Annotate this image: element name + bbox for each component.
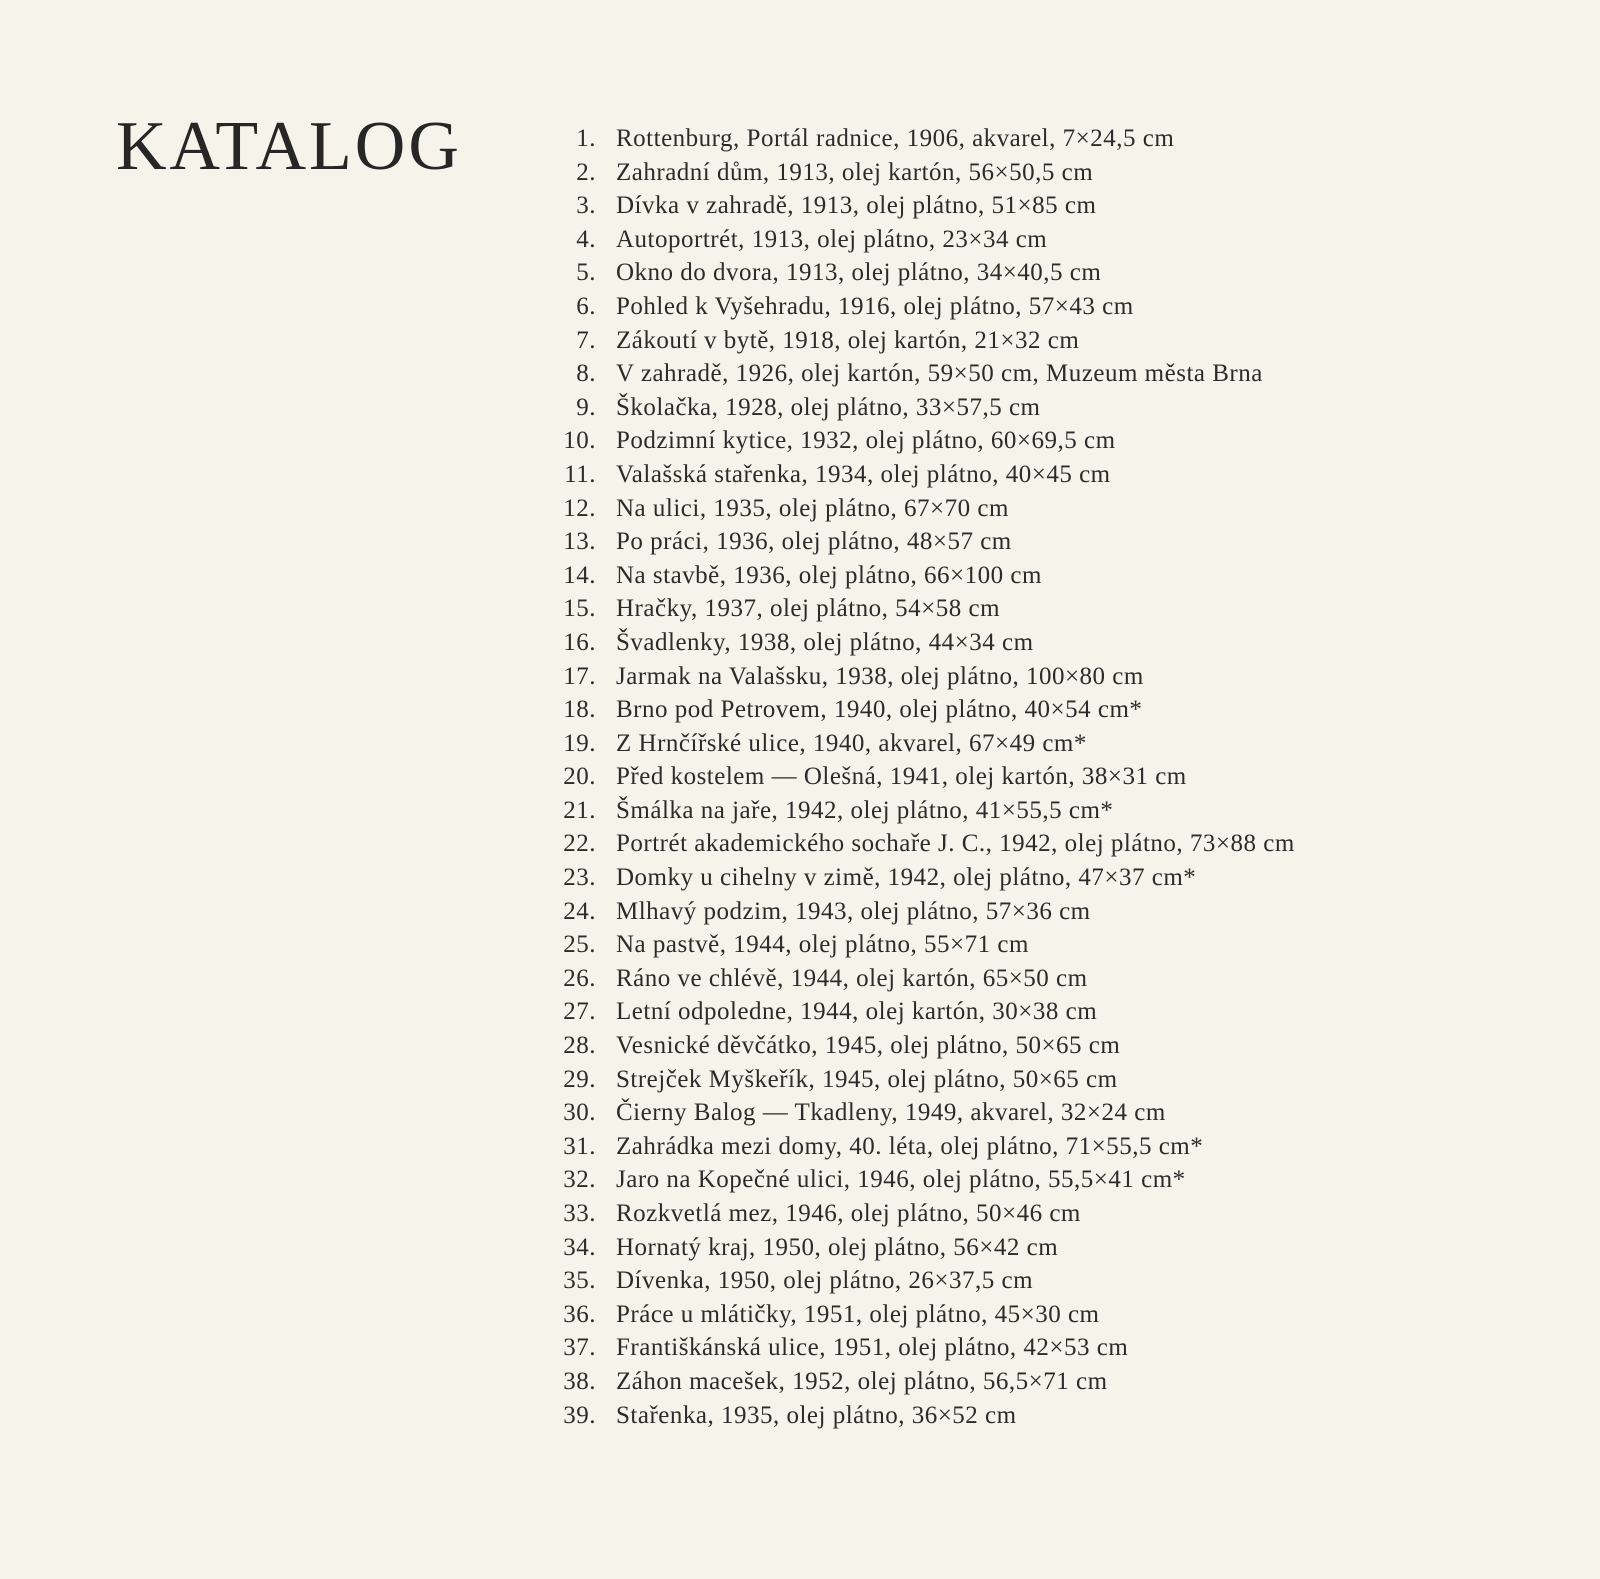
catalog-entry [540,1264,1295,1298]
catalog-entry-text: Na stavbě, 1936, olej plátno, 66×100 cm [616,561,1042,589]
catalog-entry-number: 17. [563,662,596,690]
catalog-entry [540,1399,1295,1433]
catalog-entry-number: 5. [576,259,596,287]
catalog-entry-number: 10. [563,427,596,455]
catalog-entry [540,122,1295,156]
catalog-entry [540,895,1295,929]
catalog-entry [540,1130,1295,1164]
catalog-entry-number: 33. [563,1200,596,1227]
catalog-entry-text: Před kostelem — Olešná, 1941, olej kartón, 38×31 cm [616,763,1187,791]
catalog-entry [540,492,1295,526]
catalog-entry [540,290,1295,324]
catalog-entry-text: Na ulici, 1935, olej plátno, 67×70 cm [616,494,1009,522]
catalog-entry [540,1096,1295,1130]
catalog-entry [540,1029,1295,1063]
catalog-entry-number: 4. [576,225,596,253]
catalog-entry-text: Rottenburg, Portál radnice, 1906, akvarel, 7×24,5 cm [616,125,1175,152]
catalog-entry-text: Švadlenky, 1938, olej plátno, 44×34 cm [616,628,1034,656]
catalog-entry-text: Čierny Balog — Tkadleny, 1949, akvarel, 32×24 cm [616,1099,1166,1127]
catalog-entry-text: Stařenka, 1935, olej plátno, 36×52 cm [616,1401,1017,1429]
catalog-entry-number: 2. [576,158,596,186]
catalog-entry-number: 3. [576,192,596,220]
catalog-entry-number: 14. [563,561,596,589]
catalog-entry-number: 28. [563,1032,596,1060]
catalog-entry-text: Jarmak na Valašsku, 1938, olej plátno, 100×80 cm [616,662,1144,690]
catalog-entry-number: 24. [563,897,596,925]
catalog-entry-text: Brno pod Petrovem, 1940, olej plátno, 40×54 cm* [616,696,1143,724]
catalog-entry-text: Zahradní dům, 1913, olej kartón, 56×50,5 cm [616,158,1094,186]
catalog-entry [540,660,1295,694]
catalog-entry-text: Po práci, 1936, olej plátno, 48×57 cm [616,528,1012,556]
catalog-entry-text: Jaro na Kopečné ulici, 1946, olej plátno, 55,5×41 cm* [616,1166,1186,1194]
catalog-entry [540,189,1295,223]
catalog-entry-number: 15. [563,595,596,623]
catalog-entry-text: Františkánská ulice, 1951, olej plátno, 42×53 cm [616,1334,1129,1362]
catalog-entry [540,962,1295,996]
catalog-entry-number: 23. [563,864,596,892]
catalog-entry-text: Ráno ve chlévě, 1944, olej kartón, 65×50 cm [616,964,1088,992]
catalog-entry-number: 35. [563,1267,596,1295]
catalog-entry-number: 34. [563,1233,596,1261]
catalog-entry-text: Dívenka, 1950, olej plátno, 26×37,5 cm [616,1267,1034,1295]
catalog-entry-number: 11. [564,460,596,488]
catalog-entry-text: Práce u mlátičky, 1951, olej plátno, 45×30 cm [616,1300,1100,1328]
catalog-entry-number: 32. [563,1166,596,1194]
catalog-entry-number: 29. [563,1065,596,1093]
catalog-entry-text: Pohled k Vyšehradu, 1916, olej plátno, 57×43 cm [616,292,1134,320]
catalog-entry [540,324,1295,358]
catalog-entry [540,626,1295,660]
catalog-entry [540,357,1295,391]
catalog-entry-number: 25. [563,931,596,959]
catalog-entry [540,1063,1295,1097]
catalog-entry-text: Záhon macešek, 1952, olej plátno, 56,5×71 cm [616,1367,1108,1395]
catalog-entry [540,1298,1295,1332]
catalog-entry-text: Mlhavý podzim, 1943, olej plátno, 57×36 cm [616,897,1091,925]
catalog-entry-number: 39. [563,1401,596,1429]
catalog-entry [540,861,1295,895]
catalog-entry [540,592,1295,626]
catalog-entry [540,693,1295,727]
catalog-entry-text: Valašská stařenka, 1934, olej plátno, 40×45 cm [616,460,1111,488]
catalog-entry [540,156,1295,190]
catalog-entry-number: 1. [576,125,596,152]
catalog-entry-text: Portrét akademického sochaře J. C., 1942, olej plátno, 73×88 cm [616,830,1295,858]
catalog-entry-text: Rozkvetlá mez, 1946, olej plátno, 50×46 cm [616,1200,1081,1227]
catalog-entry [540,827,1295,861]
catalog-entry [540,391,1295,425]
catalog-entry [540,424,1295,458]
catalog-entry-text: Zahrádka mezi domy, 40. léta, olej plátno, 71×55,5 cm* [616,1132,1204,1160]
catalog-entry-number: 8. [576,360,596,388]
catalog-entry-text: V zahradě, 1926, olej kartón, 59×50 cm, Muzeum města Brna [616,360,1263,388]
catalog-entry-number: 12. [563,494,596,522]
catalog-entry [540,458,1295,492]
catalog-entry-number: 13. [563,528,596,556]
catalog-entry-number: 18. [563,696,596,724]
catalog-entry [540,223,1295,257]
catalog-entry-text: Domky u cihelny v zimě, 1942, olej plátno, 47×37 cm* [616,864,1197,892]
catalog-entry-text: Z Hrnčířské ulice, 1940, akvarel, 67×49 cm* [616,729,1087,757]
catalog-entry [540,794,1295,828]
catalog-entry-number: 36. [563,1300,596,1328]
catalog-entry-number: 7. [576,326,596,354]
catalog-entry-text: Hračky, 1937, olej plátno, 54×58 cm [616,595,1001,623]
catalog-entry [540,1331,1295,1365]
catalog-entry [540,256,1295,290]
catalog-entry [540,928,1295,962]
catalog-entry-number: 31. [563,1132,596,1160]
catalog-entry-number: 19. [563,729,596,757]
catalog-entry-number: 20. [563,763,596,791]
catalog-entry-number: 26. [563,964,596,992]
page-title: KATALOG [116,108,462,185]
catalog-entry-number: 37. [563,1334,596,1362]
catalog-entry-number: 27. [563,998,596,1026]
catalog-entry-number: 30. [563,1099,596,1127]
catalog-entry-number: 22. [563,830,596,858]
catalog-entry-number: 21. [563,796,596,824]
catalog-entry-text: Dívka v zahradě, 1913, olej plátno, 51×85 cm [616,192,1097,220]
catalog-entry [540,525,1295,559]
catalog-entry-text: Strejček Myškeřík, 1945, olej plátno, 50×65 cm [616,1065,1118,1093]
catalog-entry-text: Zákoutí v bytě, 1918, olej kartón, 21×32 cm [616,326,1080,354]
catalog-entry [540,760,1295,794]
catalog-entry-number: 38. [563,1367,596,1395]
catalog-entry-text: Školačka, 1928, olej plátno, 33×57,5 cm [616,393,1041,421]
catalog-entry-text: Na pastvě, 1944, olej plátno, 55×71 cm [616,931,1029,959]
catalog-entry [540,1231,1295,1265]
catalog-entry [540,1365,1295,1399]
catalog-entry-text: Podzimní kytice, 1932, olej plátno, 60×69,5 cm [616,427,1116,455]
catalog-entry [540,1163,1295,1197]
catalog-entry-text: Vesnické děvčátko, 1945, olej plátno, 50×65 cm [616,1032,1121,1060]
catalog-entry-text: Šmálka na jaře, 1942, olej plátno, 41×55,5 cm* [616,796,1114,824]
catalog-entry-number: 16. [563,628,596,656]
catalog-entry-number: 6. [576,292,596,320]
catalog-entry [540,1197,1295,1231]
catalog-entry [540,559,1295,593]
catalog-entry-text: Hornatý kraj, 1950, olej plátno, 56×42 cm [616,1233,1059,1261]
catalog-entry [540,727,1295,761]
catalog-entry-number: 9. [576,393,596,421]
catalog-entry-text: Letní odpoledne, 1944, olej kartón, 30×38 cm [616,998,1098,1026]
catalog-entry-text: Autoportrét, 1913, olej plátno, 23×34 cm [616,225,1048,253]
catalog-list [540,122,1295,1432]
catalog-entry-text: Okno do dvora, 1913, olej plátno, 34×40,5 cm [616,259,1102,287]
catalog-entry [540,995,1295,1029]
